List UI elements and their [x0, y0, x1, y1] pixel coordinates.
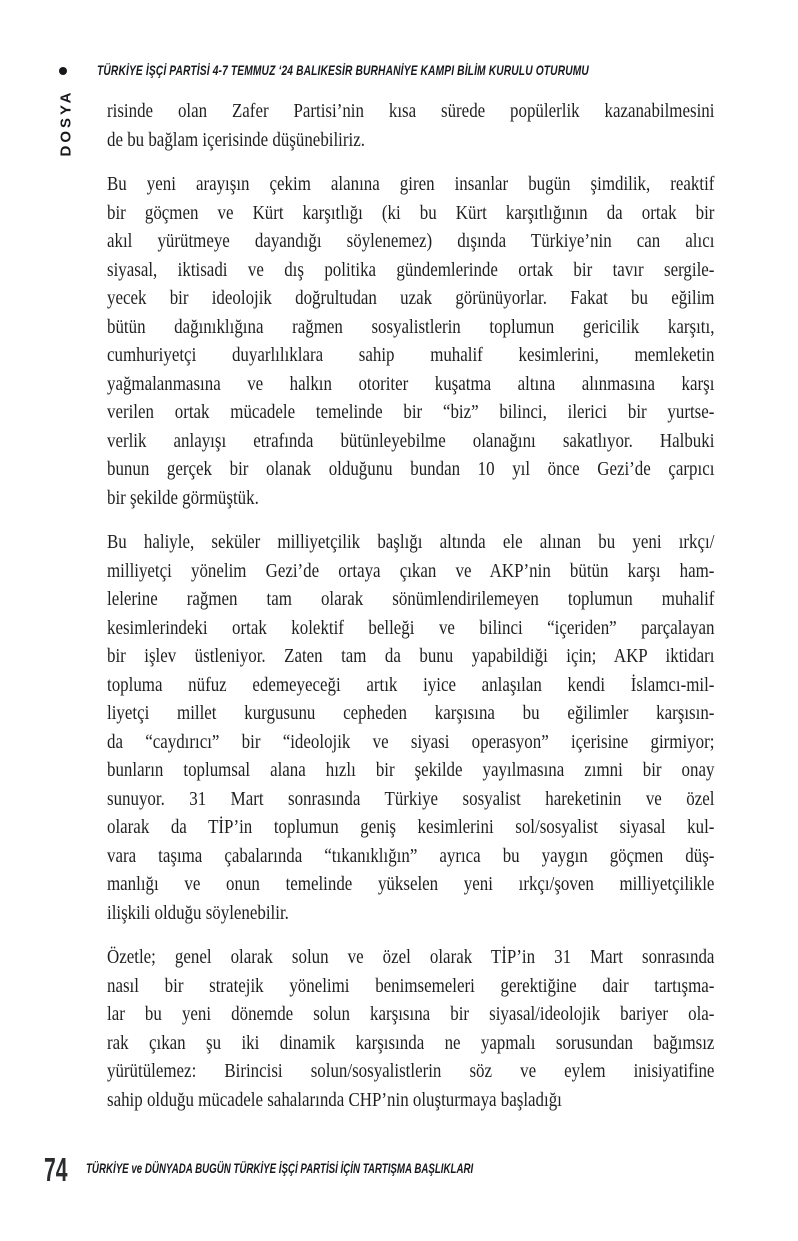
text-line: cumhuriyetçi duyarlılıklara sahip muhalif kesimlerini, memleketin	[107, 344, 715, 366]
section-label-dosya: DOSYA	[57, 89, 75, 157]
text-line: bir şekilde görmüştük.	[107, 486, 259, 509]
paragraph	[107, 97, 714, 154]
page-header	[59, 62, 771, 78]
text-line: nasıl bir stratejik yönelimi benimsemeleri gerektiğine dair tartışma-	[107, 974, 715, 997]
text-line: milliyetçi yönelim Gezi’de ortaya çıkan ve AKP’nin bütün karşı ham-	[107, 559, 715, 582]
text-line: ilişkili olduğu söylenebilir.	[107, 901, 289, 924]
text-line: de bu bağlam içerisinde düşünebiliriz.	[107, 128, 365, 151]
text-line: yecek bir ideolojik doğrultudan uzak görünüyorlar. Fakat bu eğilim	[107, 287, 715, 309]
paragraph	[107, 528, 714, 927]
text-line: yürütülemez: Birincisi solun/sosyalistlerin söz ve eylem inisiyatifine	[107, 1060, 715, 1082]
text-line: liyetçi millet kurgusunu cepheden karşısına bu eğilimler karşısın-	[107, 702, 715, 724]
text-line: yağmalanmasına ve halkın otoriter kuşatma altına alınmasına karşı	[107, 372, 715, 395]
text-line: bir işlev üstleniyor. Zaten tam da bunu yapabildiği için; AKP iktidarı	[107, 645, 715, 667]
text-line: vara taşıma çabalarında “tıkanıklığın” ayrıca bu yaygın göçmen düş-	[107, 844, 715, 867]
text-line: rak çıkan şu iki dinamik karşısında ne yapmalı sorusundan bağımsız	[107, 1031, 715, 1054]
text-line: risinde olan Zafer Partisi’nin kısa sürede popülerlik kazanabilmesini	[107, 100, 715, 122]
paragraph	[107, 943, 714, 1114]
text-line: akıl yürütmeye dayandığı söylenemez) dışında Türkiye’nin can alıcı	[107, 230, 715, 252]
text-line: manlığı ve onun temelinde yükselen yeni ırkçı/şoven milliyetçilikle	[107, 873, 715, 895]
text-line: sahip olduğu mücadele sahalarında CHP’nin oluşturmaya başladığı	[107, 1088, 562, 1111]
text-line: da “caydırıcı” bir “ideolojik ve siyasi operasyon” içerisine girmiyor;	[107, 730, 715, 753]
text-line: Bu haliyle, seküler milliyetçilik başlığı altında ele alınan bu yeni ırkçı/	[107, 531, 715, 553]
text-line: bütün dağınıklığına rağmen sosyalistlerin toplumun gericilik karşıtı,	[107, 315, 715, 338]
text-line: bunların toplumsal alana hızlı bir şekilde yayılmasına zımni bir onay	[107, 759, 715, 781]
article-body	[107, 97, 714, 1114]
header-kicker: TÜRKİYE İŞÇİ PARTİSİ 4-7 TEMMUZ ‘24 BALIKESİR BURHANİYE KAMPI BİLİM KURULU OTURUMU	[97, 62, 589, 78]
text-line: kesimlerindeki ortak kolektif belleği ve bilinci “içeriden” parçalayan	[107, 616, 715, 639]
page-number: 74	[44, 1151, 68, 1188]
text-line: sunuyor. 31 Mart sonrasında Türkiye sosyalist hareketinin ve özel	[107, 787, 715, 810]
text-line: lelerine rağmen tam olarak sönümlendirilemeyen toplumun muhalif	[107, 588, 715, 610]
paragraph	[107, 170, 714, 512]
text-line: verlik anlayışı etrafında bütünleyebilme olanağını sakatlıyor. Halbuki	[107, 429, 715, 452]
bullet-icon	[59, 67, 67, 75]
text-line: verilen ortak mücadele temelinde bir “biz” bilinci, ilerici bir yurtse-	[107, 401, 715, 423]
page-footer	[44, 1153, 744, 1189]
footer-title: TÜRKİYE ve DÜNYADA BUGÜN TÜRKİYE İŞÇİ PARTİSİ İÇİN TARTIŞMA BAŞLIKLARI	[86, 1161, 474, 1176]
text-line: olarak da TİP’in toplumun geniş kesimlerini sol/sosyalist siyasal kul-	[107, 816, 715, 838]
text-line: siyasal, iktisadi ve dış politika gündemlerinde ortak bir tavır sergile-	[107, 258, 715, 281]
text-line: bir göçmen ve Kürt karşıtlığı (ki bu Kürt karşıtlığının da ortak bir	[107, 201, 715, 224]
text-line: lar bu yeni dönemde solun karşısına bir siyasal/ideolojik bariyer ola-	[107, 1003, 715, 1025]
text-line: bunun gerçek bir olanak olduğunu bundan 10 yıl önce Gezi’de çarpıcı	[107, 458, 715, 480]
text-line: topluma nüfuz edemeyeceği artık iyice anlaşılan kendi İslamcı-mil-	[107, 673, 715, 696]
text-line: Özetle; genel olarak solun ve özel olarak TİP’in 31 Mart sonrasında	[107, 946, 715, 968]
text-line: Bu yeni arayışın çekim alanına giren insanlar bugün şimdilik, reaktif	[107, 173, 715, 195]
